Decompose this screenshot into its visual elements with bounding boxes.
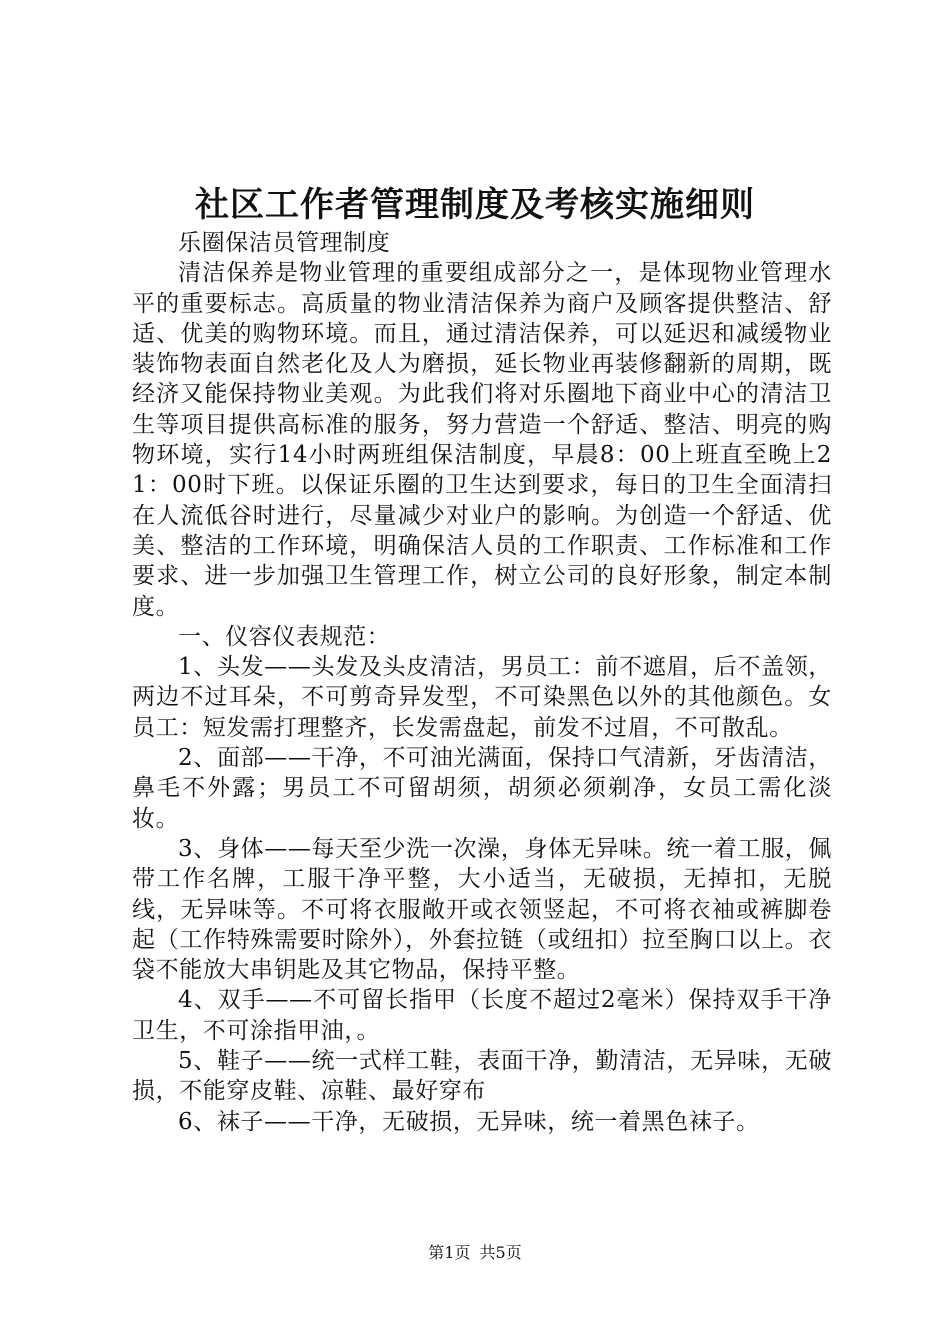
paragraph-item-face: 2、面部——干净，不可油光满面，保持口气清新，牙齿清洁，鼻毛不外露；男员工不可留胡须，胡须必须剃净，女员工需化淡妆。 [132, 745, 832, 832]
paragraph-item-hair: 1、头发——头发及头皮清洁，男员工：前不遮眉，后不盖领，两边不过耳朵，不可剪奇异发型，不可染黑色以外的其他颜色。女员工：短发需打理整齐，长发需盘起，前发不过眉，不可散乱。 [132, 654, 832, 741]
section-heading: 一、仪容仪表规范： [178, 623, 391, 650]
paragraph-item-hands: 4、双手——不可留长指甲（长度不超过2毫米）保持双手干净卫生，不可涂指甲油，。 [132, 987, 832, 1044]
paragraph-intro: 清洁保养是物业管理的重要组成部分之一，是体现物业管理水平的重要标志。高质量的物业清洁保养为商户及顾客提供整洁、舒适、优美的购物环境。而且，通过清洁保养，可以延迟和减缓物业装饰物表面自然老化及人为磨损，延长物业再装修翻新的周期，既经济又能保持物业美观。为此我们将对乐圈地下商业中心的清洁卫生等项目提供高标准的服务，努力营造一个舒适、整洁、明亮的购物环境，实行14小时两班组保洁制度，早晨8：00上班直至晚上21：00时下班。以保证乐圈的卫生达到要求，每日的卫生全面清扫在人流低谷时进行，尽量减少对业户的影响。为创造一个舒适、优美、整洁的工作环境，明确保洁人员的工作职责、工作标准和工作要求、进一步加强卫生管理工作，树立公司的良好形象，制定本制度。 [132, 260, 832, 620]
paragraph-item-socks: 6、袜子——干净，无破损，无异味，统一着黑色袜子。 [178, 1108, 760, 1135]
document-body [132, 228, 832, 1137]
page-total: 共5页 [479, 1243, 522, 1262]
page-footer [0, 1242, 950, 1264]
paragraph-subtitle: 乐圈保洁员管理制度 [178, 230, 391, 256]
paragraph-item-shoes: 5、鞋子——统一式样工鞋，表面干净，勤清洁，无异味，无破损，不能穿皮鞋、凉鞋、最好穿布 [132, 1048, 832, 1105]
page-number: 第1页 [428, 1243, 471, 1262]
document-title: 社区工作者管理制度及考核实施细则 [195, 185, 755, 225]
paragraph-item-body: 3、身体——每天至少洗一次澡，身体无异味。统一着工服，佩带工作名牌，工服干净平整，大小适当，无破损，无掉扣，无脱线，无异味等。不可将衣服敞开或衣领竖起，不可将衣袖或裤脚卷起（工作特殊需要时除外），外套拉链（或纽扣）拉至胸口以上。衣袋不能放大串钥匙及其它物品，保持平整。 [132, 835, 832, 984]
